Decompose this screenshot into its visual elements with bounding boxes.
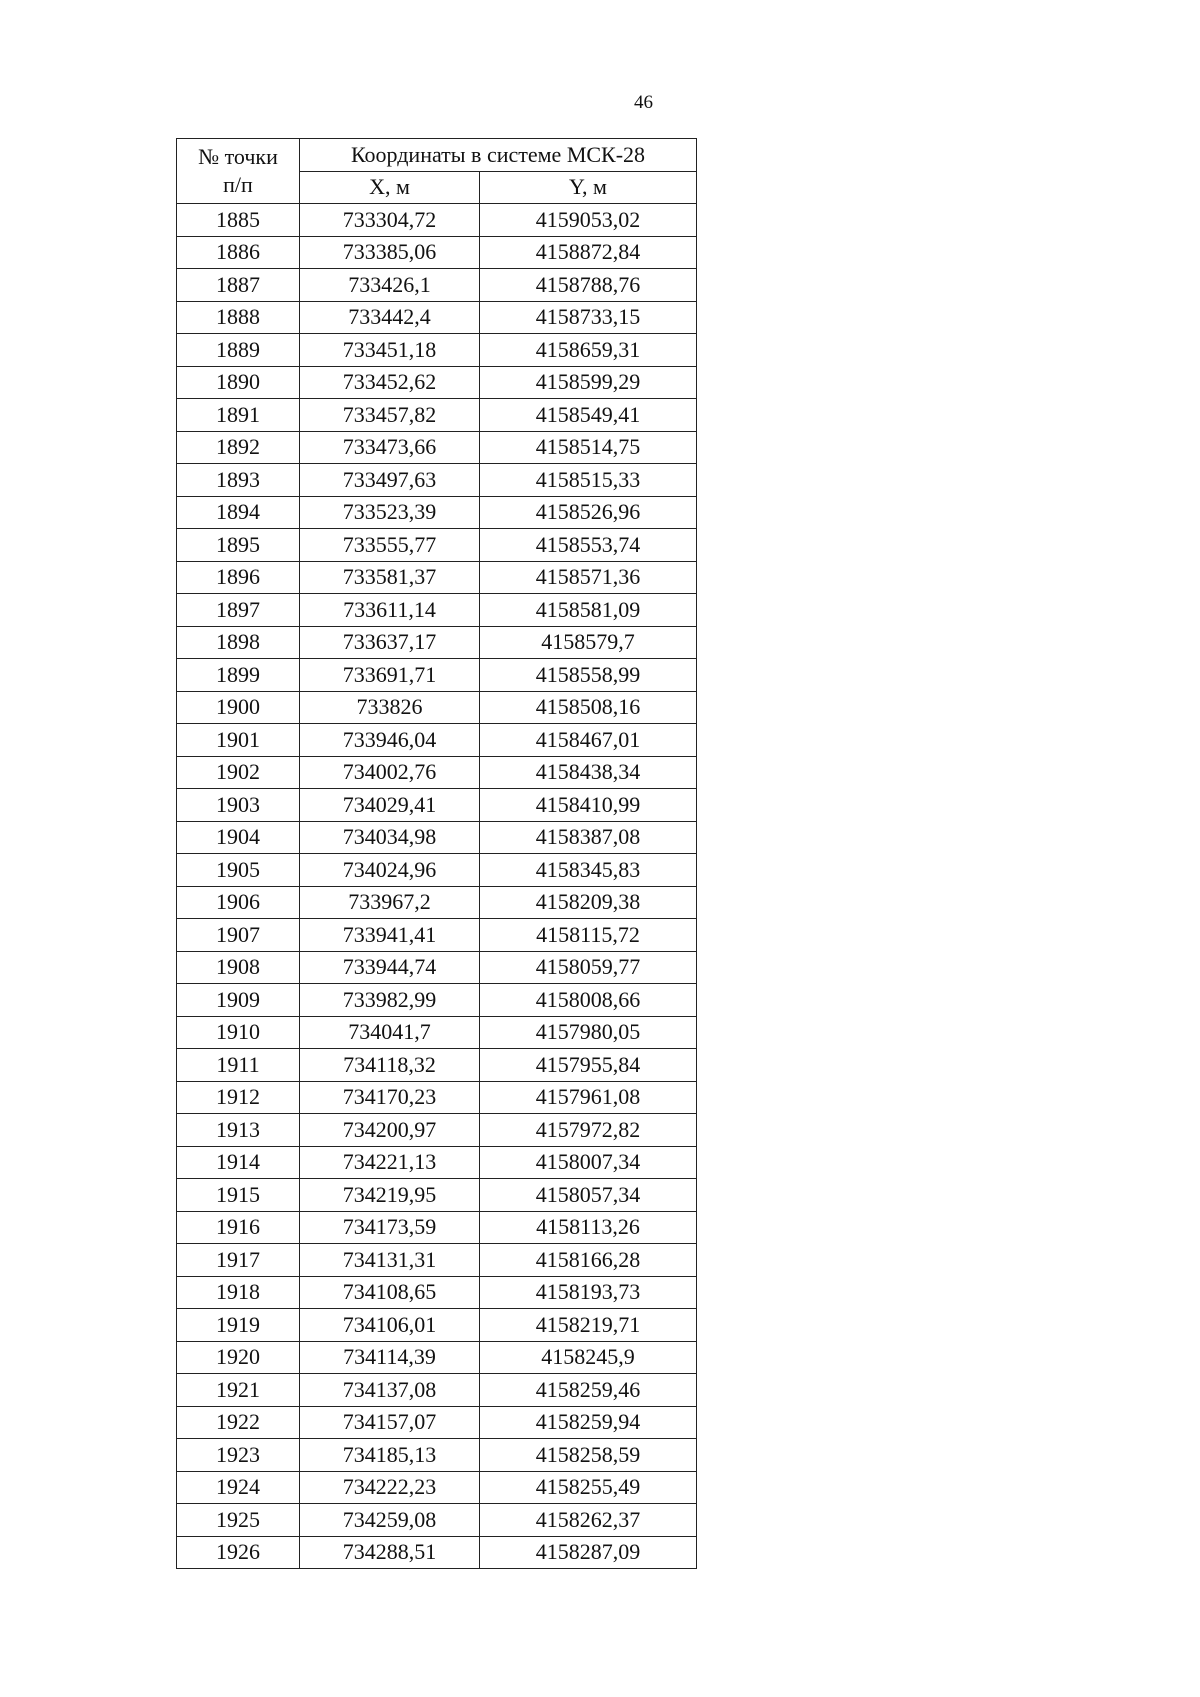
point-number-cell: 1898 (177, 626, 300, 659)
y-coordinate-cell: 4158345,83 (480, 854, 697, 887)
point-number-cell: 1893 (177, 464, 300, 497)
x-coordinate-cell: 733982,99 (300, 984, 480, 1017)
x-column-header: X, м (300, 171, 480, 204)
point-number-cell: 1910 (177, 1016, 300, 1049)
x-coordinate-cell: 734259,08 (300, 1504, 480, 1537)
x-coordinate-cell: 734173,59 (300, 1211, 480, 1244)
point-number-cell: 1896 (177, 561, 300, 594)
y-coordinate-cell: 4158057,34 (480, 1179, 697, 1212)
y-coordinate-cell: 4158410,99 (480, 789, 697, 822)
table-row (177, 724, 697, 757)
y-column-header: Y, м (480, 171, 697, 204)
point-number-cell: 1923 (177, 1439, 300, 1472)
point-number-cell: 1925 (177, 1504, 300, 1537)
x-coordinate-cell: 734024,96 (300, 854, 480, 887)
table-row (177, 431, 697, 464)
y-coordinate-cell: 4158526,96 (480, 496, 697, 529)
table-row (177, 1276, 697, 1309)
y-coordinate-cell: 4158193,73 (480, 1276, 697, 1309)
table-header (177, 139, 697, 204)
table-row (177, 1439, 697, 1472)
x-coordinate-cell: 733611,14 (300, 594, 480, 627)
x-coordinate-cell: 734222,23 (300, 1471, 480, 1504)
x-coordinate-cell: 734108,65 (300, 1276, 480, 1309)
point-number-cell: 1892 (177, 431, 300, 464)
point-number-cell: 1900 (177, 691, 300, 724)
point-number-cell: 1915 (177, 1179, 300, 1212)
y-coordinate-cell: 4158571,36 (480, 561, 697, 594)
table-row (177, 464, 697, 497)
x-coordinate-cell: 734106,01 (300, 1309, 480, 1342)
x-coordinate-cell: 734288,51 (300, 1536, 480, 1569)
x-coordinate-cell: 733452,62 (300, 366, 480, 399)
y-coordinate-cell: 4158008,66 (480, 984, 697, 1017)
x-coordinate-cell: 734114,39 (300, 1341, 480, 1374)
point-number-cell: 1913 (177, 1114, 300, 1147)
point-number-cell: 1891 (177, 399, 300, 432)
y-coordinate-cell: 4158733,15 (480, 301, 697, 334)
table-row (177, 399, 697, 432)
x-coordinate-cell: 733385,06 (300, 236, 480, 269)
x-coordinate-cell: 734041,7 (300, 1016, 480, 1049)
point-number-cell: 1902 (177, 756, 300, 789)
point-number-cell: 1889 (177, 334, 300, 367)
x-coordinate-cell: 733941,41 (300, 919, 480, 952)
table-row (177, 1471, 697, 1504)
table-row (177, 626, 697, 659)
table-row (177, 1406, 697, 1439)
x-coordinate-cell: 734200,97 (300, 1114, 480, 1147)
y-coordinate-cell: 4158166,28 (480, 1244, 697, 1277)
x-coordinate-cell: 733497,63 (300, 464, 480, 497)
y-coordinate-cell: 4158262,37 (480, 1504, 697, 1537)
table-row (177, 821, 697, 854)
table-row (177, 366, 697, 399)
table-row (177, 269, 697, 302)
point-number-cell: 1922 (177, 1406, 300, 1439)
table-row (177, 236, 697, 269)
x-coordinate-cell: 733691,71 (300, 659, 480, 692)
point-number-cell: 1903 (177, 789, 300, 822)
y-coordinate-cell: 4158872,84 (480, 236, 697, 269)
point-number-cell: 1917 (177, 1244, 300, 1277)
point-number-cell: 1901 (177, 724, 300, 757)
table-row (177, 854, 697, 887)
point-number-cell: 1904 (177, 821, 300, 854)
x-coordinate-cell: 733451,18 (300, 334, 480, 367)
y-coordinate-cell: 4158788,76 (480, 269, 697, 302)
point-number-cell: 1908 (177, 951, 300, 984)
point-number-cell: 1924 (177, 1471, 300, 1504)
x-coordinate-cell: 733944,74 (300, 951, 480, 984)
point-number-cell: 1906 (177, 886, 300, 919)
table-row (177, 1016, 697, 1049)
point-number-cell: 1885 (177, 204, 300, 237)
table-row (177, 1504, 697, 1537)
point-number-cell: 1920 (177, 1341, 300, 1374)
y-coordinate-cell: 4157980,05 (480, 1016, 697, 1049)
point-number-cell: 1921 (177, 1374, 300, 1407)
x-coordinate-cell: 734002,76 (300, 756, 480, 789)
y-coordinate-cell: 4158387,08 (480, 821, 697, 854)
point-number-cell: 1887 (177, 269, 300, 302)
point-number-cell: 1907 (177, 919, 300, 952)
x-coordinate-cell: 734185,13 (300, 1439, 480, 1472)
point-number-header-line2: п/п (223, 172, 253, 197)
table-row (177, 951, 697, 984)
y-coordinate-cell: 4158549,41 (480, 399, 697, 432)
table-row (177, 1341, 697, 1374)
x-coordinate-cell: 734137,08 (300, 1374, 480, 1407)
y-coordinate-cell: 4158514,75 (480, 431, 697, 464)
y-coordinate-cell: 4158115,72 (480, 919, 697, 952)
coordinates-table (176, 138, 697, 1569)
point-number-cell: 1916 (177, 1211, 300, 1244)
table-body (177, 204, 697, 1569)
x-coordinate-cell: 733304,72 (300, 204, 480, 237)
x-coordinate-cell: 733581,37 (300, 561, 480, 594)
y-coordinate-cell: 4158259,94 (480, 1406, 697, 1439)
point-number-header-line1: № точки (198, 144, 278, 169)
table-row (177, 1179, 697, 1212)
table-row (177, 1244, 697, 1277)
x-coordinate-cell: 734131,31 (300, 1244, 480, 1277)
point-number-cell: 1897 (177, 594, 300, 627)
table-row (177, 1081, 697, 1114)
point-number-cell: 1918 (177, 1276, 300, 1309)
table-row (177, 1049, 697, 1082)
y-coordinate-cell: 4158245,9 (480, 1341, 697, 1374)
y-coordinate-cell: 4158467,01 (480, 724, 697, 757)
point-number-cell: 1899 (177, 659, 300, 692)
point-number-cell: 1926 (177, 1536, 300, 1569)
table-row (177, 919, 697, 952)
y-coordinate-cell: 4158553,74 (480, 529, 697, 562)
x-coordinate-cell: 733946,04 (300, 724, 480, 757)
y-coordinate-cell: 4158659,31 (480, 334, 697, 367)
table-row (177, 204, 697, 237)
point-number-cell: 1914 (177, 1146, 300, 1179)
x-coordinate-cell: 734034,98 (300, 821, 480, 854)
y-coordinate-cell: 4158581,09 (480, 594, 697, 627)
x-coordinate-cell: 733426,1 (300, 269, 480, 302)
table-row (177, 984, 697, 1017)
table-row (177, 1211, 697, 1244)
point-number-cell: 1886 (177, 236, 300, 269)
x-coordinate-cell: 734219,95 (300, 1179, 480, 1212)
table-row (177, 496, 697, 529)
table-row (177, 301, 697, 334)
table-row (177, 594, 697, 627)
point-number-cell: 1905 (177, 854, 300, 887)
x-coordinate-cell: 734157,07 (300, 1406, 480, 1439)
point-number-cell: 1912 (177, 1081, 300, 1114)
table-row (177, 1536, 697, 1569)
y-coordinate-cell: 4158599,29 (480, 366, 697, 399)
x-coordinate-cell: 734221,13 (300, 1146, 480, 1179)
y-coordinate-cell: 4158258,59 (480, 1439, 697, 1472)
y-coordinate-cell: 4158007,34 (480, 1146, 697, 1179)
point-number-cell: 1919 (177, 1309, 300, 1342)
coordinates-group-header: Координаты в системе МСК-28 (300, 139, 697, 172)
table-row (177, 561, 697, 594)
y-coordinate-cell: 4159053,02 (480, 204, 697, 237)
x-coordinate-cell: 733457,82 (300, 399, 480, 432)
table-row (177, 659, 697, 692)
x-coordinate-cell: 733523,39 (300, 496, 480, 529)
table-row (177, 1114, 697, 1147)
y-coordinate-cell: 4158255,49 (480, 1471, 697, 1504)
point-number-cell: 1895 (177, 529, 300, 562)
y-coordinate-cell: 4158438,34 (480, 756, 697, 789)
x-coordinate-cell: 733442,4 (300, 301, 480, 334)
point-number-cell: 1890 (177, 366, 300, 399)
y-coordinate-cell: 4158508,16 (480, 691, 697, 724)
point-number-cell: 1888 (177, 301, 300, 334)
table-row (177, 529, 697, 562)
table-row (177, 691, 697, 724)
y-coordinate-cell: 4158209,38 (480, 886, 697, 919)
point-number-cell: 1911 (177, 1049, 300, 1082)
table-row (177, 789, 697, 822)
x-coordinate-cell: 734118,32 (300, 1049, 480, 1082)
y-coordinate-cell: 4157961,08 (480, 1081, 697, 1114)
x-coordinate-cell: 733555,77 (300, 529, 480, 562)
y-coordinate-cell: 4157972,82 (480, 1114, 697, 1147)
y-coordinate-cell: 4158059,77 (480, 951, 697, 984)
table-row (177, 756, 697, 789)
table-row (177, 886, 697, 919)
x-coordinate-cell: 733637,17 (300, 626, 480, 659)
x-coordinate-cell: 734170,23 (300, 1081, 480, 1114)
y-coordinate-cell: 4157955,84 (480, 1049, 697, 1082)
table-row (177, 1309, 697, 1342)
x-coordinate-cell: 734029,41 (300, 789, 480, 822)
point-number-cell: 1894 (177, 496, 300, 529)
y-coordinate-cell: 4158579,7 (480, 626, 697, 659)
y-coordinate-cell: 4158219,71 (480, 1309, 697, 1342)
table-row (177, 1374, 697, 1407)
table-row (177, 334, 697, 367)
point-number-header (177, 139, 300, 204)
header-row-top (177, 139, 697, 172)
y-coordinate-cell: 4158515,33 (480, 464, 697, 497)
y-coordinate-cell: 4158287,09 (480, 1536, 697, 1569)
page-number: 46 (634, 92, 653, 113)
point-number-cell: 1909 (177, 984, 300, 1017)
x-coordinate-cell: 733826 (300, 691, 480, 724)
x-coordinate-cell: 733967,2 (300, 886, 480, 919)
x-coordinate-cell: 733473,66 (300, 431, 480, 464)
y-coordinate-cell: 4158113,26 (480, 1211, 697, 1244)
y-coordinate-cell: 4158259,46 (480, 1374, 697, 1407)
y-coordinate-cell: 4158558,99 (480, 659, 697, 692)
table-row (177, 1146, 697, 1179)
